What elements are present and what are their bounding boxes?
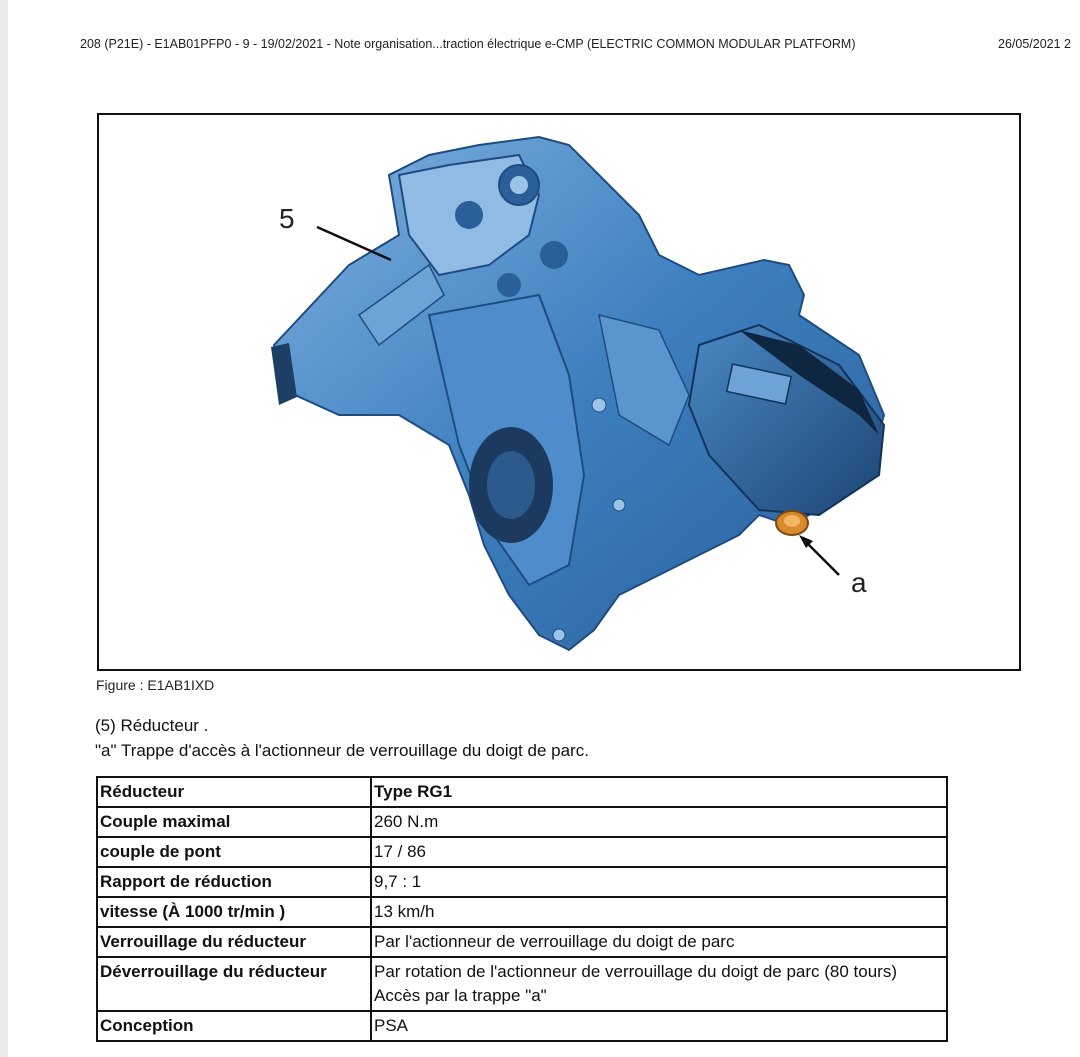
row-key: couple de pont bbox=[97, 837, 371, 867]
table-row bbox=[97, 777, 947, 807]
row-value: 260 N.m bbox=[371, 807, 947, 837]
row-value: PSA bbox=[371, 1011, 947, 1041]
figure-caption: Figure : E1AB1IXD bbox=[96, 677, 215, 693]
row-key: Rapport de réduction bbox=[97, 867, 371, 897]
row-value: Par l'actionneur de verrouillage du doigt de parc bbox=[371, 927, 947, 957]
row-value: Type RG1 bbox=[371, 777, 947, 807]
header-title: 208 (P21E) - E1AB01PFP0 - 9 - 19/02/2021 - Note organisation...traction électrique e-CMP (ELECTRIC COMMON MODULAR PLATFORM) bbox=[80, 37, 856, 51]
row-key: Verrouillage du réducteur bbox=[97, 927, 371, 957]
row-key: vitesse (À 1000 tr/min ) bbox=[97, 897, 371, 927]
row-key: Réducteur bbox=[97, 777, 371, 807]
callout-a-leader bbox=[804, 540, 839, 575]
legend-line-1: (5) Réducteur . bbox=[95, 716, 209, 735]
row-key: Couple maximal bbox=[97, 807, 371, 837]
callout-a-label: a bbox=[851, 567, 867, 598]
gearbox-illustration bbox=[99, 115, 1019, 669]
page-header bbox=[80, 37, 1080, 51]
row-value: 13 km/h bbox=[371, 897, 947, 927]
legend-line-2: "a" Trappe d'accès à l'actionneur de verrouillage du doigt de parc. bbox=[95, 741, 589, 760]
row-value: 9,7 : 1 bbox=[371, 867, 947, 897]
table-row bbox=[97, 837, 947, 867]
table-row bbox=[97, 927, 947, 957]
row-value-line-1: Par rotation de l'actionneur de verrouillage du doigt de parc (80 tours) bbox=[374, 962, 897, 981]
callout-5-leader bbox=[317, 227, 391, 260]
row-value-line-2: Accès par la trappe "a" bbox=[374, 986, 547, 1005]
spec-table bbox=[96, 776, 948, 1042]
table-row bbox=[97, 897, 947, 927]
callout-5-label: 5 bbox=[279, 203, 295, 234]
table-row bbox=[97, 807, 947, 837]
row-value: 17 / 86 bbox=[371, 837, 947, 867]
table-row bbox=[97, 867, 947, 897]
table-row bbox=[97, 1011, 947, 1041]
header-date: 26/05/2021 2 bbox=[998, 37, 1071, 51]
row-key: Déverrouillage du réducteur bbox=[97, 957, 371, 1011]
row-key: Conception bbox=[97, 1011, 371, 1041]
figure-frame bbox=[97, 113, 1021, 671]
table-row bbox=[97, 957, 947, 1011]
row-value bbox=[371, 957, 947, 1011]
document-page bbox=[8, 0, 1080, 1057]
